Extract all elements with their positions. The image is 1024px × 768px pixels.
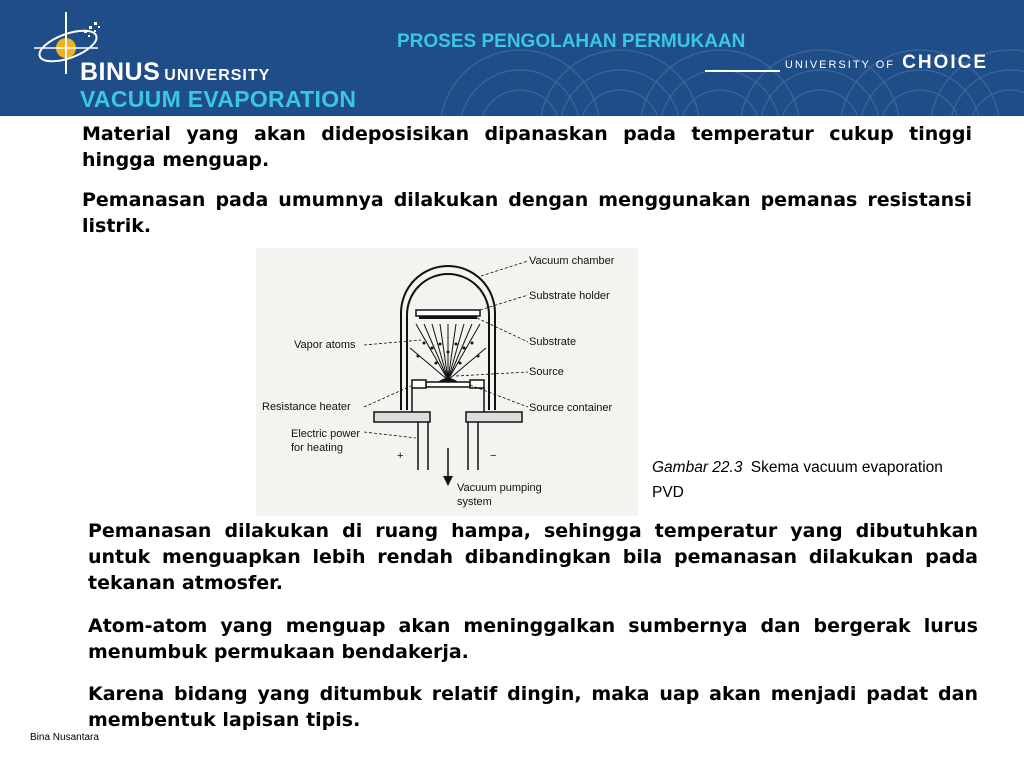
label-substrate-holder: Substrate holder [529,290,610,302]
substrate-holder [416,310,480,316]
paragraph-4: Atom-atom yang menguap akan meninggalkan sumbernya dan bergerak lurus menumbuk permukaan bendakerja. [88,615,978,663]
resistance-heater-left [412,380,426,388]
paragraph-3: Pemanasan dilakukan di ruang hampa, sehingga temperatur yang dibutuhkan untuk menguapkan lebih rendah dibandingkan bila pemanasan dilakukan pada tekanan atmosfer. [88,520,978,594]
logo-suffix: UNIVERSITY [164,67,271,84]
label-electric-power-2: for heating [291,442,343,454]
base-plate-right [466,412,522,422]
feedthrough-left [412,388,428,470]
tagline [785,52,988,74]
caption-text: Skema vacuum evaporation PVD [652,459,943,501]
tagline-big: CHOICE [902,52,988,73]
logo-wordmark [80,58,270,87]
tagline-small: UNIVERSITY OF [784,59,896,71]
label-plus: + [397,450,404,462]
paragraph-2: Pemanasan pada umumnya dilakukan dengan menggunakan pemanas resistansi listrik. [82,189,972,237]
footer-text: Bina Nusantara [30,732,99,743]
label-vacuum-chamber: Vacuum chamber [529,255,615,267]
base-plate-left [374,412,430,422]
figure-caption [652,455,952,505]
label-substrate: Substrate [529,336,577,348]
resistance-heater-right [470,380,484,388]
source-container [426,382,470,387]
label-source: Source [529,366,564,378]
logo-name: BINUS [80,58,161,86]
caption-number: Gambar 22.3 [652,459,743,476]
slide-title: VACUUM EVAPORATION [80,86,357,112]
label-resistance-heater: Resistance heater [262,401,351,413]
label-vapor-atoms: Vapor atoms [294,339,356,351]
feedthrough-right [468,388,484,470]
vacuum-evaporation-diagram [256,248,638,516]
header-banner [0,0,1024,116]
label-source-container: Source container [529,402,613,414]
pump-arrowhead [443,476,453,486]
tagline-divider [705,70,780,72]
substrate [419,316,477,319]
paragraph-1: Material yang akan dideposisikan dipanaskan pada temperatur cukup tinggi hingga menguap. [82,123,972,171]
slide-subtitle: PROSES PENGOLAHAN PERMUKAAN [397,31,746,52]
paragraph-5: Karena bidang yang ditumbuk relatif dingin, maka uap akan menjadi padat dan membentuk lapisan tipis. [88,683,978,731]
label-minus: − [490,450,497,462]
label-vacuum-pumping-2: system [457,496,492,508]
label-vacuum-pumping-1: Vacuum pumping [457,482,542,494]
label-electric-power-1: Electric power [291,428,361,440]
